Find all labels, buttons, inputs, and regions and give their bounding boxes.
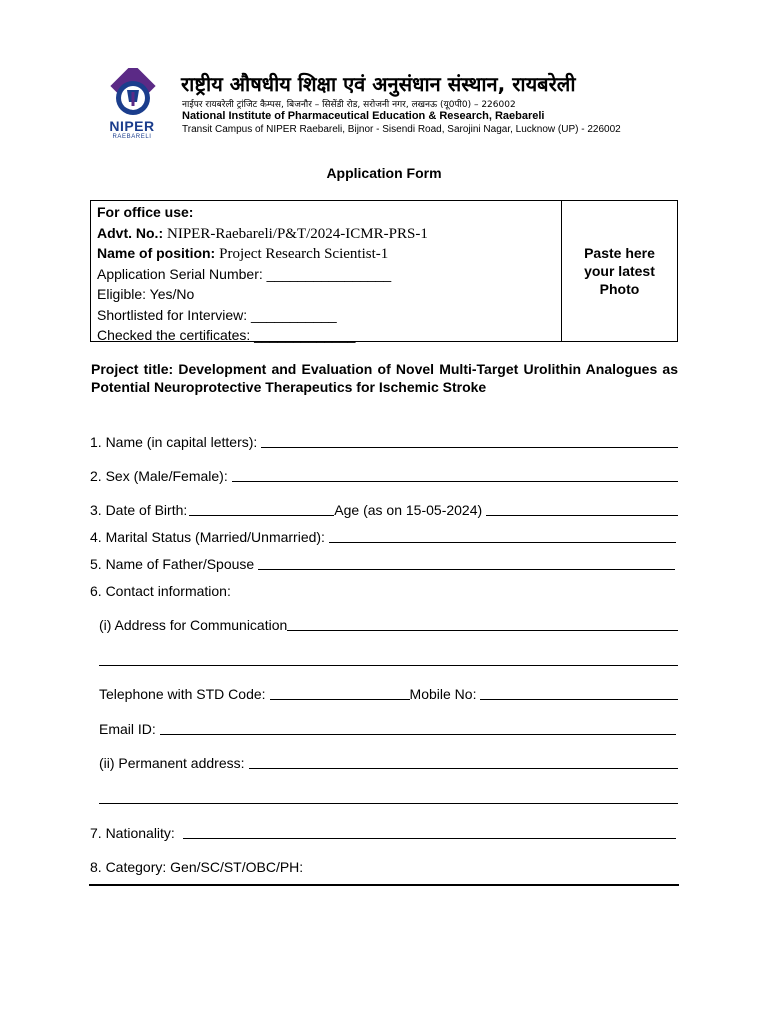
dob-field — [90, 500, 678, 518]
institute-title-english: National Institute of Pharmaceutical Education & Research, Raebareli — [182, 110, 545, 122]
father-spouse-field — [90, 554, 675, 572]
office-use-box — [90, 200, 678, 342]
logo-text: NIPER — [109, 118, 155, 134]
category-label: 8. Category: Gen/SC/ST/OBC/PH: — [90, 859, 304, 875]
name-label: 1. Name (in capital letters): — [90, 434, 258, 450]
permanent-address-line-2[interactable] — [99, 803, 678, 804]
advt-label: Advt. No.: — [97, 224, 164, 241]
mobile-input-line[interactable] — [480, 685, 678, 700]
telephone-field — [99, 684, 678, 702]
name-input-line[interactable] — [261, 433, 678, 448]
eligible-row: Eligible: Yes/No — [97, 286, 195, 302]
section-divider — [89, 884, 679, 886]
email-label: Email ID: — [99, 721, 156, 737]
serial-number-row: Application Serial Number: ________________ — [97, 265, 392, 282]
contact-label: 6. Contact information: — [90, 583, 231, 599]
certificates-row: Checked the certificates: _____________ — [97, 327, 356, 343]
telephone-input-line[interactable] — [270, 685, 410, 700]
address-field — [99, 615, 678, 633]
telephone-label: Telephone with STD Code: — [99, 686, 266, 702]
photo-text-line-1: Paste here — [584, 245, 655, 261]
photo-placeholder — [562, 201, 677, 341]
position-label: Name of position: — [97, 245, 216, 261]
permanent-address-label: (ii) Permanent address: — [99, 755, 245, 771]
nationality-input-line[interactable] — [183, 824, 676, 839]
name-field — [90, 432, 678, 450]
photo-text-line-3: Photo — [599, 281, 640, 297]
institute-address-hindi: नाईपर रायबरेली ट्रांजिट कैम्पस, बिजनौर – सिसेंडी रोड, सरोजनी नगर, लखनऊ (यू0पी0) – 226002 — [182, 100, 516, 110]
project-title: Project title: Development and Evaluation of Novel Multi-Target Urolithin Analogues as Potential Neuroprotective Therapeutics for Ischemic Stroke — [91, 361, 678, 395]
permanent-address-input-line[interactable] — [249, 754, 678, 769]
sex-input-line[interactable] — [232, 467, 678, 482]
email-input-line[interactable] — [160, 720, 676, 735]
permanent-address-field — [99, 753, 678, 771]
institute-title-hindi: राष्ट्रीय औषधीय शिक्षा एवं अनुसंधान संस्थान, रायबरेली — [181, 72, 576, 96]
nationality-label: 7. Nationality: — [90, 825, 175, 841]
institute-address-english: Transit Campus of NIPER Raebareli, Bijnor - Sisendi Road, Sarojini Nagar, Lucknow (UP) - 226002 — [182, 124, 621, 135]
address-label: (i) Address for Communication — [99, 617, 288, 633]
sex-field — [90, 466, 678, 484]
category-field — [90, 857, 303, 875]
position-value: Project Research Scientist-1 — [219, 246, 389, 262]
advt-number-row — [97, 223, 561, 244]
shortlisted-row: Shortlisted for Interview: ___________ — [97, 306, 337, 323]
office-use-section — [91, 201, 562, 341]
advt-value: NIPER-Raebareli/P&T/2024-ICMR-PRS-1 — [167, 225, 428, 242]
dob-input-line[interactable] — [189, 501, 334, 516]
dob-label: 3. Date of Birth: — [90, 502, 188, 518]
position-row — [97, 243, 561, 264]
form-title: Application Form — [326, 165, 442, 181]
age-input-line[interactable] — [486, 501, 678, 516]
father-spouse-input-line[interactable] — [258, 555, 675, 570]
sex-label: 2. Sex (Male/Female): — [90, 468, 228, 484]
marital-status-input-line[interactable] — [329, 528, 676, 543]
address-line-2[interactable] — [99, 665, 678, 666]
father-spouse-label: 5. Name of Father/Spouse — [90, 556, 255, 572]
marital-status-label: 4. Marital Status (Married/Unmarried): — [90, 529, 325, 545]
mobile-label: Mobile No: — [409, 686, 477, 702]
photo-text-line-2: your latest — [584, 263, 655, 279]
office-use-heading: For office use: — [97, 204, 194, 220]
address-input-line[interactable] — [287, 616, 678, 631]
nationality-field — [90, 823, 676, 841]
contact-heading — [90, 581, 231, 599]
age-label: Age (as on 15-05-2024) — [334, 502, 483, 518]
marital-status-field — [90, 527, 676, 545]
email-field — [99, 719, 676, 737]
logo-subtext: RAEBARELI — [112, 134, 152, 140]
